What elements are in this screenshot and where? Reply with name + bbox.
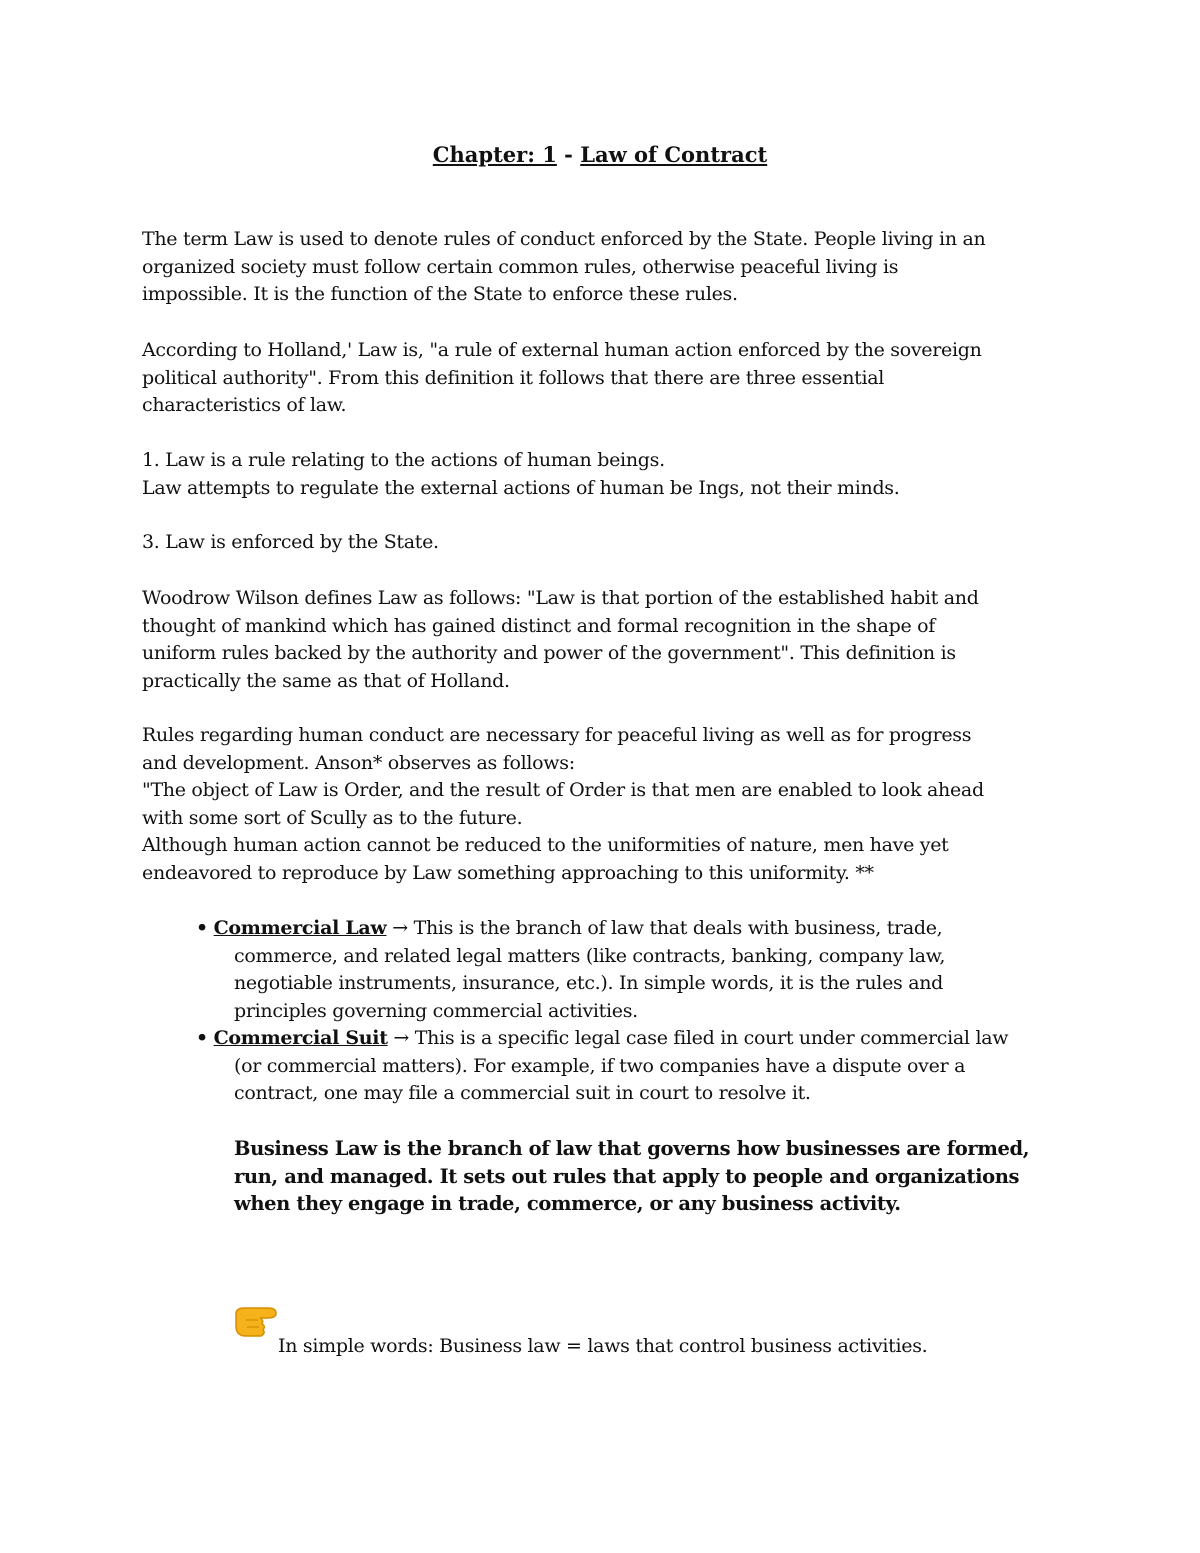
paragraph-line: and development. Anson* observes as follows: bbox=[142, 751, 575, 774]
paragraph-line: The term Law is used to denote rules of conduct enforced by the State. People living in an bbox=[142, 228, 986, 250]
paragraph-anson bbox=[142, 722, 1062, 887]
simple-words-summary bbox=[232, 1298, 927, 1361]
paragraph-line: political authority". From this definition it follows that there are three essential bbox=[142, 366, 885, 389]
list-item-commercial-suit bbox=[196, 1025, 1076, 1108]
paragraph-line: "The object of Law is Order, and the result of Order is that men are enabled to look ahead bbox=[142, 779, 984, 801]
paragraph-line: 1. Law is a rule relating to the actions of human beings. bbox=[142, 449, 665, 471]
bold-line: run, and managed. It sets out rules that apply to people and organizations bbox=[234, 1164, 1020, 1188]
paragraph-line: Although human action cannot be reduced to the uniformities of nature, men have yet bbox=[142, 834, 949, 856]
simple-words-text: In simple words: Business law = laws that control business activities. bbox=[278, 1335, 928, 1357]
bullet-line: principles governing commercial activities. bbox=[234, 999, 638, 1022]
paragraph-line: 3. Law is enforced by the State. bbox=[142, 531, 439, 553]
bold-line: when they engage in trade, commerce, or any business activity. bbox=[234, 1192, 901, 1215]
bullet-text: → This is a specific legal case filed in court under commercial law bbox=[387, 1027, 1009, 1049]
title-separator: - bbox=[556, 142, 581, 167]
paragraph-holland bbox=[142, 337, 1062, 420]
paragraph-line: with some sort of Scully as to the future. bbox=[142, 806, 523, 829]
page-title bbox=[0, 140, 1200, 170]
bullet-line: (or commercial matters). For example, if two companies have a dispute over a bbox=[234, 1054, 966, 1077]
bullet-line: negotiable instruments, insurance, etc.). In simple words, it is the rules and bbox=[234, 972, 944, 994]
paragraph-woodrow-wilson bbox=[142, 585, 1062, 695]
paragraph-line: endeavored to reproduce by Law something approaching to this uniformity. ** bbox=[142, 861, 874, 884]
business-law-definition bbox=[234, 1135, 1074, 1218]
paragraph-line: uniform rules backed by the authority and power of the government". This definition is bbox=[142, 642, 956, 664]
paragraph-line: thought of mankind which has gained distinct and formal recognition in the shape of bbox=[142, 614, 936, 637]
paragraph-law-definition bbox=[142, 226, 1062, 309]
term-commercial-law: Commercial Law bbox=[213, 917, 387, 939]
paragraph-line: According to Holland,' Law is, "a rule of external human action enforced by the sovereign bbox=[142, 339, 982, 361]
paragraph-characteristic-3 bbox=[142, 529, 1062, 557]
bullet-first-line bbox=[196, 1025, 1076, 1053]
paragraph-line: Rules regarding human conduct are necessary for peaceful living as well as for progress bbox=[142, 724, 972, 746]
paragraph-line: organized society must follow certain common rules, otherwise peaceful living is bbox=[142, 255, 899, 278]
paragraph-line: Woodrow Wilson defines Law as follows: "Law is that portion of the established habit and bbox=[142, 587, 979, 609]
chapter-subject: Law of Contract bbox=[580, 142, 768, 167]
list-item-commercial-law bbox=[196, 915, 1076, 1025]
paragraph-line: impossible. It is the function of the State to enforce these rules. bbox=[142, 283, 738, 305]
term-commercial-suit: Commercial Suit bbox=[213, 1027, 388, 1049]
bullet-line: contract, one may file a commercial suit in court to resolve it. bbox=[234, 1082, 811, 1104]
bullet-line: commerce, and related legal matters (like contracts, banking, company law, bbox=[234, 944, 946, 967]
paragraph-line: Law attempts to regulate the external actions of human be Ings, not their minds. bbox=[142, 476, 900, 499]
paragraph-line: practically the same as that of Holland. bbox=[142, 669, 510, 692]
bullet-text: → This is the branch of law that deals with business, trade, bbox=[386, 917, 943, 939]
paragraph-line: characteristics of law. bbox=[142, 394, 347, 416]
chapter-label: Chapter: 1 bbox=[432, 142, 557, 167]
bullet-dot: • bbox=[196, 1027, 208, 1049]
paragraph-characteristic-1 bbox=[142, 447, 1062, 502]
bold-line: Business Law is the branch of law that governs how businesses are formed, bbox=[234, 1137, 1030, 1160]
bullet-dot: • bbox=[196, 917, 208, 939]
bullet-first-line bbox=[196, 915, 1076, 943]
pointing-hand-icon bbox=[232, 1298, 282, 1342]
